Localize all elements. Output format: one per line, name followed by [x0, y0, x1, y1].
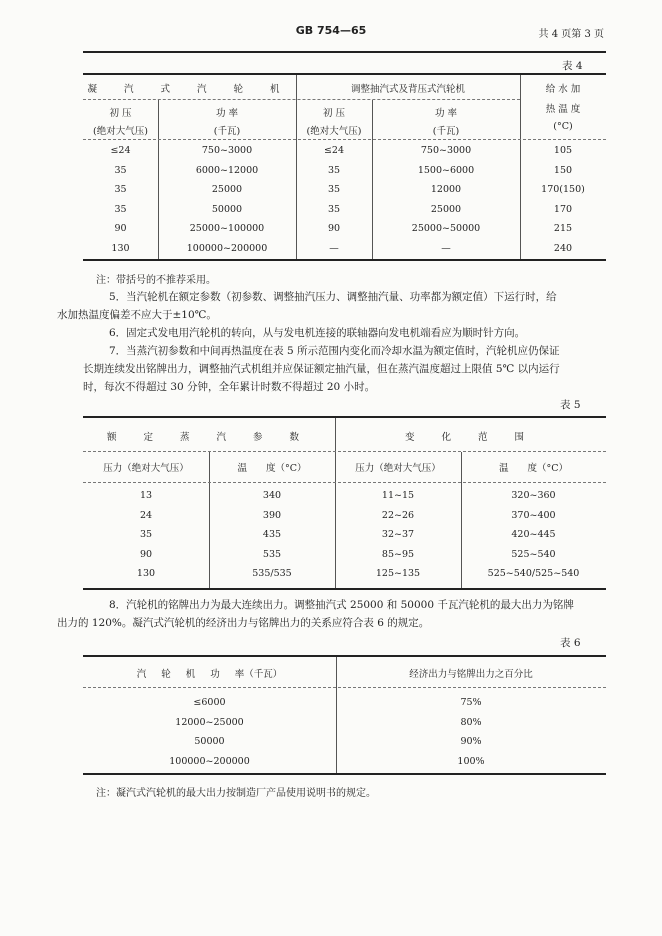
table5-group-rated: 额 定 蒸 汽 参 数 — [106, 432, 312, 443]
paragraph-7: 7．当蒸汽初参数和中间再热温度在表 5 所示范围内变化而冷却水温为额定值时，汽轮机应仍保证 长期连续发出铭牌出力，调整抽汽式机组并应保证额定抽汽量，但在蒸汽温度超过上限值 5℃ 以内运行 时，每次不得超过 30 分钟，全年累计时数不得超过 20 小时。 — [83, 345, 560, 393]
header-rule — [83, 51, 606, 53]
table-cell: 130 — [136, 568, 156, 580]
table-cell: 535/535 — [252, 568, 292, 580]
paragraph-8: 8．汽轮机的铭牌出力为最大连续出力。调整抽汽式 25000 和 50000 千瓦汽轮机的最大出力为铭牌 出力的 120%。凝汽式汽轮机的经济出力与铭牌出力的关系应符合表 6 的规定。 — [57, 599, 574, 629]
table-cell: ≤24 — [323, 145, 345, 156]
header-cell: (千瓦) — [432, 126, 460, 137]
table-cell: 320~360 — [511, 490, 556, 501]
table-cell: 35 — [327, 203, 341, 215]
table-cell: 170(150) — [541, 184, 585, 196]
table-cell: 90% — [460, 736, 482, 748]
header-cell: 汽 轮 机 功 率（千瓦） — [136, 669, 283, 680]
header-cell: 给 水 加 — [545, 84, 581, 95]
table-cell: 90 — [139, 548, 153, 560]
header-cell: 温 度（°C） — [237, 463, 307, 474]
table-cell: 1500~6000 — [417, 164, 475, 176]
header-cell: 压力（绝对大气压） — [355, 463, 441, 474]
table-rule — [83, 73, 606, 75]
table-cell: 525~540/525~540 — [487, 568, 580, 580]
table-cell: ≤24 — [110, 145, 131, 156]
table-cell: 340 — [262, 490, 282, 501]
header-cell: (°C) — [553, 121, 573, 132]
header-cell: (绝对大气压) — [306, 126, 362, 137]
table6-note: 注：凝汽式汽轮机的最大出力按制造厂产品使用说明书的规定。 — [96, 788, 376, 799]
table-cell: 100000~200000 — [169, 755, 250, 767]
table-cell: 25000~50000 — [411, 223, 481, 235]
table-rule — [83, 259, 606, 261]
table-cell: 170 — [553, 203, 573, 215]
page-info: 共 4 页第 3 页 — [538, 29, 604, 40]
table-cell: 100% — [457, 755, 485, 767]
table-rule — [83, 416, 606, 418]
table-cell: 525~540 — [511, 548, 556, 560]
table-cell: 130 — [111, 243, 130, 254]
table-rule — [83, 773, 606, 775]
table-cell: 90 — [114, 223, 127, 235]
table5-group-range: 变 化 范 围 — [404, 432, 537, 443]
header-cell: (绝对大气压) — [93, 126, 148, 137]
table-cell: 370~400 — [511, 509, 556, 521]
table-cell: 25000 — [430, 203, 462, 215]
paragraph-5: 5．当汽轮机在额定参数（初参数、调整抽汽压力、调整抽汽量、功率都为额定值）下运行时，给 水加热温度偏差不应大于±10℃。 — [57, 291, 557, 321]
table-cell: 535 — [262, 548, 282, 560]
divider — [83, 451, 606, 452]
table-cell: 50000 — [194, 736, 225, 748]
divider — [83, 139, 606, 140]
table4-note: 注：带括号的不推荐采用。 — [96, 275, 216, 286]
table-cell: 35 — [114, 203, 127, 215]
header-cell: 热 温 度 — [545, 104, 581, 115]
table-cell: 25000 — [211, 184, 243, 196]
table-cell: 35 — [114, 164, 127, 176]
table-cell: 390 — [262, 509, 282, 521]
table-cell: 25000~100000 — [189, 223, 265, 235]
table-cell: 32~37 — [381, 529, 415, 541]
table-cell: 750~3000 — [201, 145, 253, 156]
table-cell: 50000 — [211, 203, 243, 215]
header-cell: (千瓦) — [213, 126, 241, 137]
table-cell: 240 — [553, 243, 573, 254]
table-cell: — — [329, 243, 339, 254]
header-cell: 功 率 — [434, 108, 458, 119]
table-cell: 750~3000 — [420, 145, 472, 156]
table-cell: 13 — [139, 490, 153, 501]
standard-number: GB 754—65 — [295, 24, 367, 37]
table4-group-condensing: 凝 汽 式 汽 轮 机 — [87, 84, 292, 95]
paragraph-6: 6．固定式发电用汽轮机的转向，从与发电机连接的联轴器向发电机端看应为顺时针方向。 — [109, 327, 526, 339]
divider — [83, 482, 606, 483]
table-cell: 35 — [327, 184, 341, 196]
table-cell: 35 — [327, 164, 341, 176]
divider — [83, 99, 520, 100]
table-cell: 12000 — [430, 184, 462, 196]
table-cell: 215 — [553, 223, 573, 235]
table-cell: ≤6000 — [193, 697, 226, 708]
table-cell: 6000~12000 — [195, 164, 259, 176]
table-cell: 150 — [553, 164, 573, 176]
table-cell: 75% — [460, 697, 482, 708]
table-cell: 100000~200000 — [186, 243, 268, 254]
header-cell: 功 率 — [215, 108, 239, 119]
table4-caption: 表 4 — [562, 60, 583, 72]
divider — [83, 687, 606, 688]
header-cell: 初 压 — [109, 108, 132, 119]
table-cell: 435 — [262, 529, 282, 541]
divider — [335, 418, 336, 588]
table-cell: 35 — [114, 184, 127, 196]
table-cell: 22~26 — [381, 509, 415, 521]
table-cell: 420~445 — [511, 529, 556, 541]
table-cell: 80% — [460, 716, 482, 728]
table-rule — [83, 588, 606, 590]
table-cell: 35 — [139, 529, 153, 541]
table-cell: 11~15 — [381, 490, 415, 501]
table-cell: 24 — [139, 509, 153, 521]
table-cell: — — [441, 243, 451, 254]
table-cell: 85~95 — [381, 548, 415, 560]
table-cell: 125~135 — [375, 568, 421, 580]
table-rule — [83, 655, 606, 657]
header-cell: 初 压 — [322, 108, 346, 119]
table6-caption: 表 6 — [560, 637, 581, 649]
table4-group-extraction: 调整抽汽式及背压式汽轮机 — [350, 84, 465, 95]
header-cell: 温 度（°C） — [498, 463, 569, 474]
table-cell: 12000~25000 — [175, 716, 244, 728]
table-cell: 90 — [327, 223, 341, 235]
table5-caption: 表 5 — [560, 399, 581, 411]
header-cell: 经济出力与铭牌出力之百分比 — [409, 669, 533, 680]
table-cell: 105 — [553, 145, 573, 156]
header-cell: 压力（绝对大气压） — [103, 463, 189, 474]
